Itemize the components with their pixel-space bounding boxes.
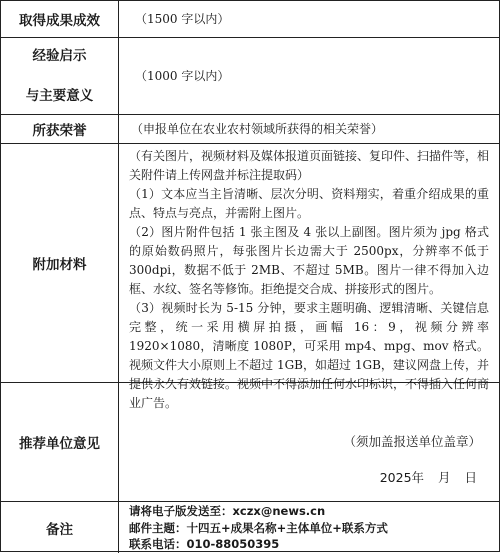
label-remarks: 备注 — [1, 502, 119, 553]
row-remarks — [1, 502, 499, 553]
label-experience-line2: 与主要意义 — [25, 88, 94, 104]
value-results: （1500 字以内） — [135, 11, 230, 26]
row-results — [1, 1, 499, 38]
attachments-intro: （有关图片，视频材料及媒体报道页面链接、复印件、扫描件等，相关附件请上传网盘并标注提取码） — [129, 149, 490, 182]
label-results: 取得成果成效 — [1, 1, 119, 37]
row-recommend — [1, 383, 499, 502]
label-attachments: 附加材料 — [1, 144, 119, 382]
value-honors: （申报单位在农业农村领域所获得的相关荣誉） — [131, 121, 384, 136]
date-line: 2025年 月 日 — [379, 470, 477, 485]
remarks-subject: 邮件主题：十四五+成果名称+主体单位+联系方式 — [129, 520, 388, 535]
attachments-item-1: （1）文本应当主旨清晰、层次分明、资料翔实，着重介绍成果的重点、特点与亮点，并需附上图片。 — [129, 187, 489, 220]
value-attachments — [119, 144, 499, 410]
label-experience — [1, 38, 119, 114]
row-honors — [1, 115, 499, 144]
value-remarks — [119, 502, 499, 553]
remarks-phone: 联系电话：010-88050395 — [129, 537, 280, 551]
label-experience-line1: 经验启示 — [32, 48, 87, 64]
remarks-email: 请将电子版发送至：xczx@news.cn — [129, 504, 326, 518]
value-recommend — [119, 383, 499, 501]
label-recommend: 推荐单位意见 — [1, 383, 119, 501]
row-experience — [1, 38, 499, 115]
row-attachments — [1, 144, 499, 410]
attachments-item-3: （3）视频时长为 5-15 分钟，要求主题明确、逻辑清晰、关键信息完整，统一采用横屏拍摄，画幅 16：9，视频分辨率 1920×1080，清晰度 1080P，可采用 mp4、mpg、mov 格式。视频文件大小原则上不超过 1GB，如超过 1GB，建议网盘上传，并提供永久有效链接。视频中不得添加任何水印标识，不得插入任何商业广告。 — [129, 301, 490, 410]
value-experience: （1000 字以内） — [135, 68, 230, 83]
stamp-note: （须加盖报送单位盖章） — [343, 434, 481, 449]
attachments-item-2: （2）图片附件包括 1 张主图及 4 张以上副图。图片须为 jpg 格式的原始数码照片，每张图片长边需大于 2500px，分辨率不低于 300dpi，数据不低于 2MB、不超过 5MB。图片一律不得加入边框、水纹、签名等修饰。拒绝提交合成、拼接形式的图片。 — [129, 225, 489, 296]
label-honors: 所获荣誉 — [1, 115, 119, 143]
